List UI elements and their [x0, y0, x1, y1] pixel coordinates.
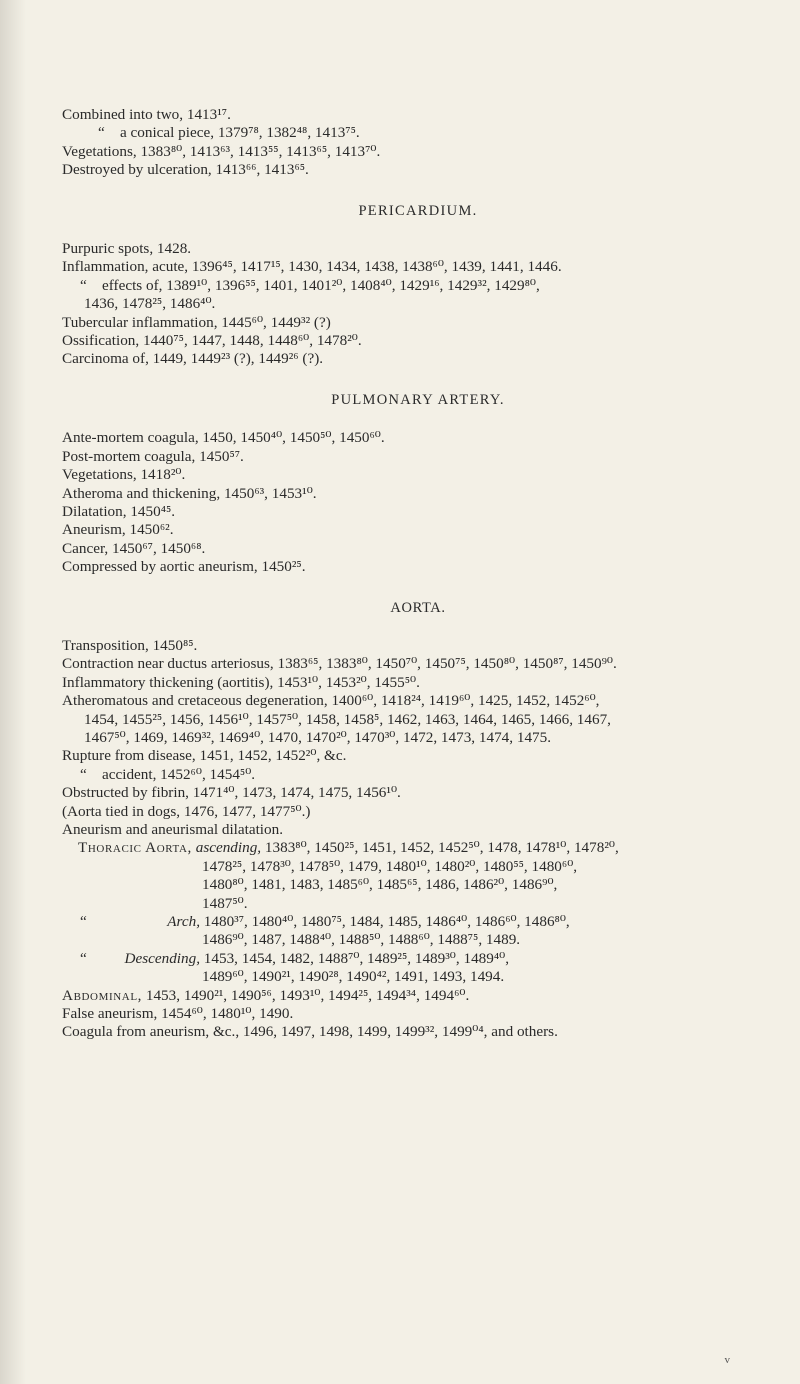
index-entry: Tubercular inflammation, 1445⁶⁰, 1449³² (?)	[62, 313, 331, 331]
index-entry: (Aorta tied in dogs, 1476, 1477, 1477⁵⁰.)	[62, 802, 311, 820]
index-entry: Rupture from disease, 1451, 1452, 1452²⁰, &c.	[62, 747, 347, 765]
index-entry-continuation: 1467⁵⁰, 1469, 1469³², 1469⁴⁰, 1470, 1470²⁰, 1470³⁰, 1472, 1473, 1474, 1475.	[84, 728, 552, 746]
index-entry-continuation: 1489⁶⁰, 1490²¹, 1490²⁸, 1490⁴², 1491, 1493, 1494.	[202, 968, 505, 986]
thoracic-aorta-label: Thoracic Aorta,	[78, 839, 192, 857]
index-entry: Atheroma and thickening, 1450⁶³, 1453¹⁰.	[62, 484, 317, 502]
index-entry: Aneurism and aneurismal dilatation.	[62, 821, 284, 838]
arch-label: Arch,	[167, 913, 200, 931]
index-entry: Vegetations, 1418²⁰.	[62, 466, 186, 484]
ditto-mark: “	[80, 276, 87, 294]
index-entry: Atheromatous and cretaceous degeneration, 1400⁶⁰, 1418²⁴, 1419⁶⁰, 1425, 1452, 1452⁶⁰,	[62, 692, 600, 710]
intro-line: Vegetations, 1383⁸⁰, 1413⁶³, 1413⁵⁵, 1413⁶⁵, 1413⁷⁰.	[62, 142, 381, 160]
descending-label: Descending,	[124, 949, 200, 967]
section-heading-aorta: AORTA.	[390, 599, 446, 616]
index-entry: Inflammation, acute, 1396⁴⁵, 1417¹⁵, 1430, 1434, 1438, 1438⁶⁰, 1439, 1441, 1446.	[62, 258, 562, 276]
section-heading-pulmonary-artery: PULMONARY ARTERY.	[331, 391, 505, 408]
index-entry: Transposition, 1450⁸⁵.	[62, 636, 198, 654]
index-entry: False aneurism, 1454⁶⁰, 1480¹⁰, 1490.	[62, 1005, 294, 1023]
ditto-mark: “	[80, 765, 87, 783]
index-entry: Obstructed by fibrin, 1471⁴⁰, 1473, 1474, 1475, 1456¹⁰.	[62, 784, 401, 802]
index-entry: Aneurism, 1450⁶².	[62, 521, 174, 539]
index-entry-continuation: 1487⁵⁰.	[202, 894, 248, 912]
ditto-mark: “	[98, 124, 105, 142]
section-heading-pericardium: PERICARDIUM.	[358, 202, 478, 219]
index-entry: Purpuric spots, 1428.	[62, 240, 192, 258]
index-entry-abdominal: Abdominal, 1453, 1490²¹, 1490⁵⁶, 1493¹⁰, 1494²⁵, 1494³⁴, 1494⁶⁰.	[62, 986, 470, 1004]
index-entry-arch: “ Arch, 1480³⁷, 1480⁴⁰, 1480⁷⁵, 1484, 1485, 1486⁴⁰, 1486⁶⁰, 1486⁸⁰,	[80, 913, 570, 931]
ditto-mark: “	[80, 949, 87, 967]
index-entry-continuation: 1486⁹⁰, 1487, 1488⁴⁰, 1488⁵⁰, 1488⁶⁰, 1488⁷⁵, 1489.	[202, 931, 521, 949]
index-entry: Post-mortem coagula, 1450⁵⁷.	[62, 447, 244, 465]
index-entry: Ante-mortem coagula, 1450, 1450⁴⁰, 1450⁵⁰, 1450⁶⁰.	[62, 429, 385, 447]
index-page	[62, 106, 774, 1042]
ditto-mark: “	[80, 913, 87, 931]
index-entry: Cancer, 1450⁶⁷, 1450⁶⁸.	[62, 539, 206, 557]
intro-line: Combined into two, 1413¹⁷.	[62, 106, 231, 123]
index-entry-continuation: 1454, 1455²⁵, 1456, 1456¹⁰, 1457⁵⁰, 1458, 1458⁵, 1462, 1463, 1464, 1465, 1466, 1467,	[84, 710, 611, 728]
ascending-label: ascending,	[195, 839, 262, 857]
index-entry-thoracic: Thoracic Aorta, ascending, 1383⁸⁰, 1450²⁵, 1451, 1452, 1452⁵⁰, 1478, 1478¹⁰, 1478²⁰,	[78, 839, 619, 857]
page-edge-shadow	[0, 0, 26, 1384]
index-entry: Carcinoma of, 1449, 1449²³ (?), 1449²⁶ (?).	[62, 350, 324, 368]
index-entry: “ effects of, 1389¹⁰, 1396⁵⁵, 1401, 1401²⁰, 1408⁴⁰, 1429¹⁶, 1429³², 1429⁸⁰,	[80, 276, 540, 294]
abdominal-label: Abdominal,	[62, 986, 143, 1004]
intro-line: Destroyed by ulceration, 1413⁶⁶, 1413⁶⁵.	[62, 161, 309, 179]
intro-line: “ a conical piece, 1379⁷⁸, 1382⁴⁸, 1413⁷⁵.	[98, 124, 360, 142]
index-entry-continuation: 1480⁸⁰, 1481, 1483, 1485⁶⁰, 1485⁶⁵, 1486, 1486²⁰, 1486⁹⁰,	[202, 876, 558, 894]
index-entry: Dilatation, 1450⁴⁵.	[62, 502, 176, 520]
index-entry: Coagula from aneurism, &c., 1496, 1497, 1498, 1499, 1499³², 1499⁰⁴, and others.	[62, 1023, 558, 1041]
index-entry: Ossification, 1440⁷⁵, 1447, 1448, 1448⁶⁰, 1478²⁰.	[62, 332, 362, 350]
index-entry: “ accident, 1452⁶⁰, 1454⁵⁰.	[80, 765, 256, 783]
index-entry: Compressed by aortic aneurism, 1450²⁵.	[62, 558, 306, 576]
page-signature: v	[724, 1354, 730, 1366]
index-entry-descending: “ Descending, 1453, 1454, 1482, 1488⁷⁰, 1489²⁵, 1489³⁰, 1489⁴⁰,	[80, 949, 510, 967]
index-entry-continuation: 1478²⁵, 1478³⁰, 1478⁵⁰, 1479, 1480¹⁰, 1480²⁰, 1480⁵⁵, 1480⁶⁰,	[202, 857, 578, 875]
index-entry: Contraction near ductus arteriosus, 1383⁶⁵, 1383⁸⁰, 1450⁷⁰, 1450⁷⁵, 1450⁸⁰, 1450⁸⁷, 1450⁹⁰.	[62, 655, 617, 673]
index-entry: Inflammatory thickening (aortitis), 1453¹⁰, 1453²⁰, 1455⁵⁰.	[62, 673, 420, 691]
index-entry-continuation: 1436, 1478²⁵, 1486⁴⁰.	[84, 295, 216, 313]
